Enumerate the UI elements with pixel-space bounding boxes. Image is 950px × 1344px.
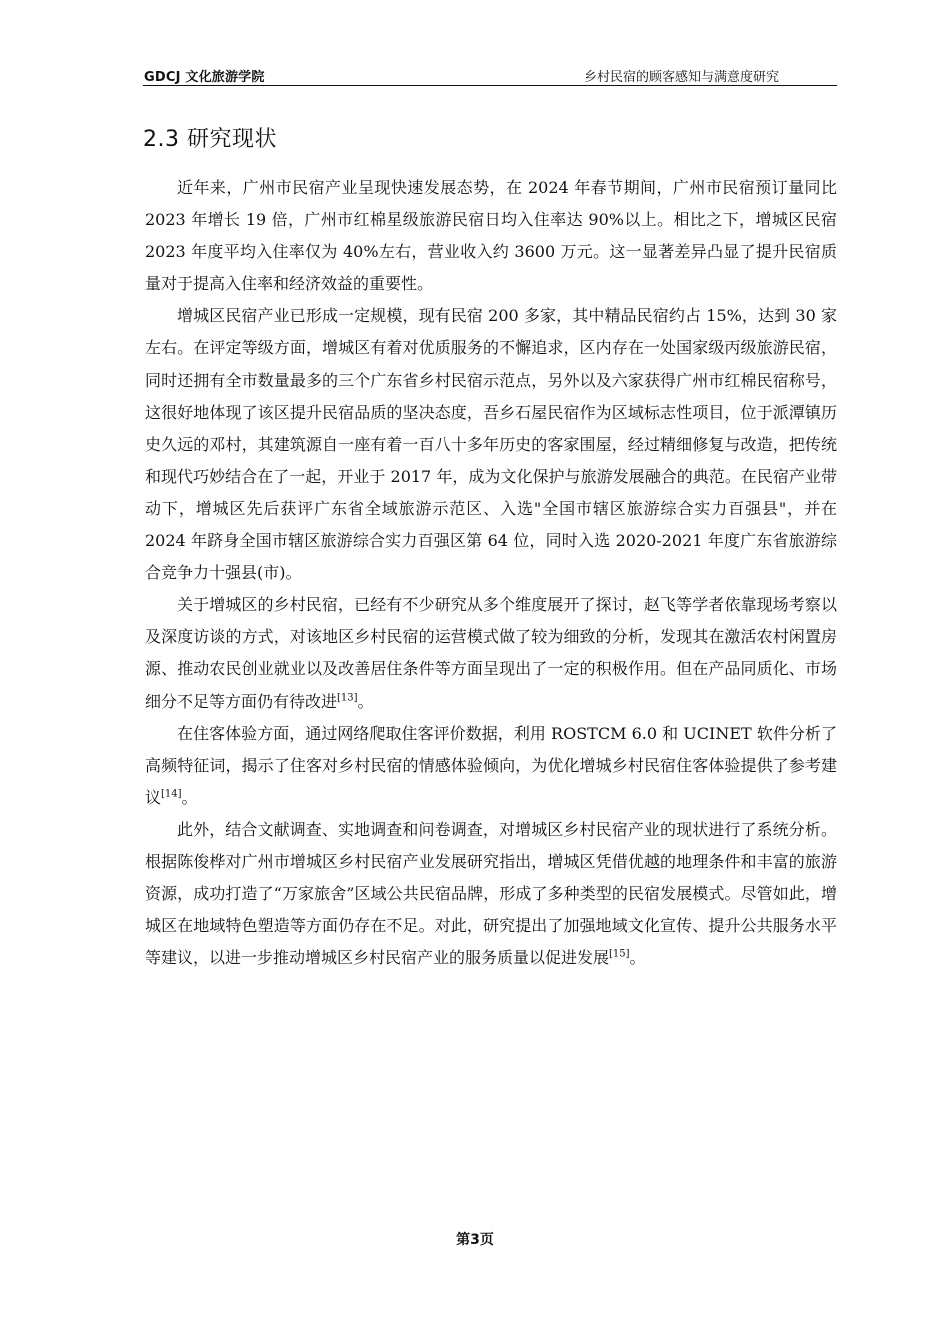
paragraph-tail: 。	[357, 691, 374, 711]
paragraph-text: 关于增城区的乡村民宿，已经有不少研究从多个维度展开了探讨，赵飞等学者依靠现场考察以及深度访谈的方式，对该地区乡村民宿的运营模式做了较为细致的分析，发现其在激活农村闲置房源、推动农民创业就业以及改善居住条件等方面呈现出了一定的积极作用。但在产品同质化、市场细分不足等方面仍有待改进	[145, 595, 837, 711]
paragraph-text: 近年来，广州市民宿产业呈现快速发展态势，在 2024 年春节期间，广州市民宿预订量同比 2023 年增长 19 倍，广州市红棉星级旅游民宿日均入住率达 90%以上。相比之下，增城区民宿 2023 年度平均入住率仅为 40%左右，营业收入约 3600 万元。这一显著差异凸显了提升民宿质量对于提高入住率和经济效益的重要性。	[145, 178, 837, 294]
citation-ref: [14]	[161, 788, 182, 800]
header-thesis-title: 乡村民宿的顾客感知与满意度研究	[583, 70, 779, 85]
paragraph-text: 此外，结合文献调查、实地调查和问卷调查，对增城区乡村民宿产业的现状进行了系统分析。根据陈俊桦对广州市增城区乡村民宿产业发展研究指出，增城区凭借优越的地理条件和丰富的旅游资源，成功打造了“万家旅舍”区域公共民宿品牌，形成了多种类型的民宿发展模式。尽管如此，增城区在地域特色塑造等方面仍存在不足。对此，研究提出了加强地域文化宣传、提升公共服务水平等建议，以进一步推动增城区乡村民宿产业的服务质量以促进发展	[145, 819, 837, 968]
citation-ref: [13]	[337, 692, 358, 704]
header-school-name: GDCJ 文化旅游学院	[144, 70, 265, 85]
paragraph	[145, 589, 837, 717]
paragraph	[145, 300, 837, 589]
body-text	[145, 172, 837, 974]
paragraph	[145, 814, 837, 974]
page-header	[143, 66, 837, 86]
paragraph-tail: 。	[181, 787, 198, 807]
section-title: 2.3 研究现状	[143, 127, 277, 152]
paragraph	[145, 718, 837, 814]
paragraph-text: 增城区民宿产业已形成一定规模，现有民宿 200 多家，其中精品民宿约占 15%，达到 30 家左右。在评定等级方面，增城区有着对优质服务的不懈追求，区内存在一处国家级丙级旅游民宿，同时还拥有全市数量最多的三个广东省乡村民宿示范点，另外以及六家获得广州市红棉民宿称号，这很好地体现了该区提升民宿品质的坚决态度，吾乡石屋民宿作为区域标志性项目，位于派潭镇历史久远的邓村，其建筑源自一座有着一百八十多年历史的客家围屋，经过精细修复与改造，把传统和现代巧妙结合在了一起，开业于 2017 年，成为文化保护与旅游发展融合的典范。在民宿产业带动下，增城区先后获评广东省全域旅游示范区、入选"全国市辖区旅游综合实力百强县"，并在 2024 年跻身全国市辖区旅游综合实力百强区第 64 位，同时入选 2020-2021 年度广东省旅游综合竞争力十强县(市)。	[145, 306, 837, 583]
page-number: 第3页	[456, 1232, 494, 1248]
citation-ref: [15]	[609, 948, 630, 960]
paragraph-tail: 。	[629, 948, 646, 968]
paragraph-text: 在住客体验方面，通过网络爬取住客评价数据，利用 ROSTCM 6.0 和 UCINET 软件分析了高频特征词，揭示了住客对乡村民宿的情感体验倾向，为优化增城乡村民宿住客体验提供了参考建议	[145, 723, 837, 807]
paragraph	[145, 172, 837, 300]
header-divider	[143, 85, 837, 86]
